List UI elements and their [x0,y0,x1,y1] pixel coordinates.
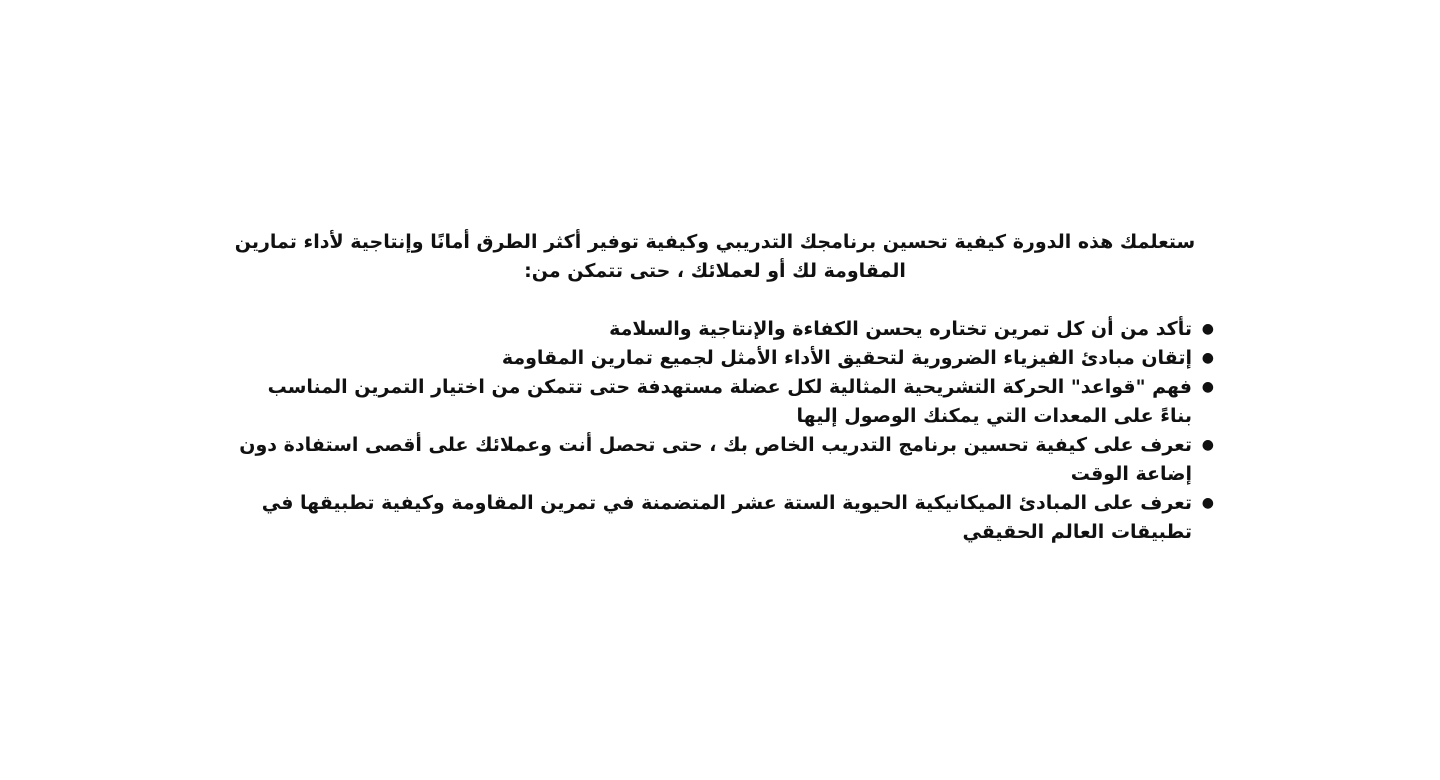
goal-text: تعرف على المبادئ الميكانيكية الحيوية الستة عشر المتضمنة في تمرين المقاومة وكيفية تطبيقها في تطبيقات العالم الحقيقي [261,492,1192,543]
list-item [234,489,1214,547]
bullet-icon: ● [1201,495,1214,511]
course-description [200,228,1230,547]
bullet-icon: ● [1201,321,1214,337]
spacer [200,286,1230,315]
goal-text: تعرف على كيفية تحسين برنامج التدريب الخاص بك ، حتى تحصل أنت وعملائك على أقصى استفادة دون إضاعة الوقت [239,434,1192,485]
goal-text: فهم "قواعد" الحركة التشريحية المثالية لكل عضلة مستهدفة حتى تتمكن من اختيار التمرين المناسب بناءً على المعدات التي يمكنك الوصول إليها [267,376,1192,427]
bullet-icon: ● [1201,350,1214,366]
intro-paragraph: ستعلمك هذه الدورة كيفية تحسين برنامجك التدريبي وكيفية توفير أكثر الطرق أمانًا وإنتاجية لأداء تمارين المقاومة لك أو لعملائك ، حتى تتمكن من: [234,231,1196,282]
list-item [234,373,1214,431]
bullet-icon: ● [1201,437,1214,453]
list-item [234,431,1214,489]
bullet-icon: ● [1201,379,1214,395]
list-item [234,315,1214,344]
goal-text: إتقان مبادئ الفيزياء الضرورية لتحقيق الأداء الأمثل لجميع تمارين المقاومة [501,347,1192,369]
goal-text: تأكد من أن كل تمرين تختاره يحسن الكفاءة والإنتاجية والسلامة [609,318,1192,340]
learning-goals-list [234,315,1214,547]
list-item [234,344,1214,373]
